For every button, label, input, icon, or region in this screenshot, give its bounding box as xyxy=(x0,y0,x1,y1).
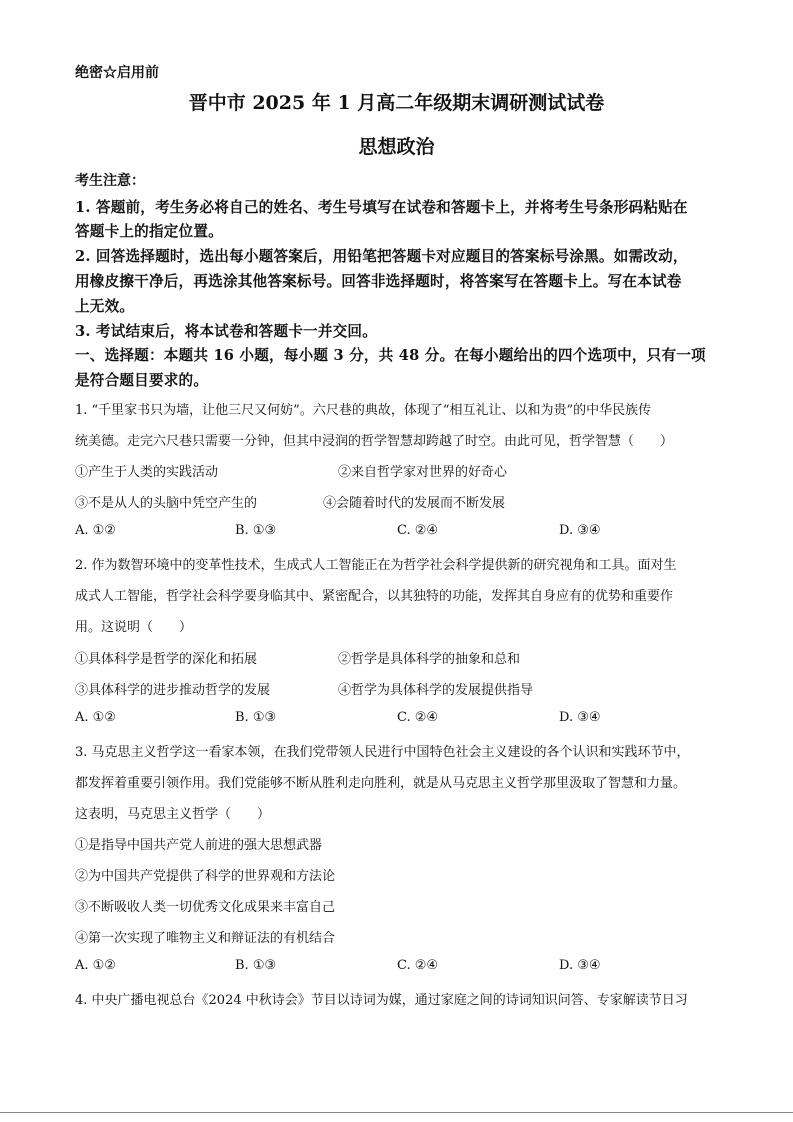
notice-line: 2. 回答选择题时，选出每小题答案后，用铅笔把答题卡对应题目的答案标号涂黑。如需改动， xyxy=(75,248,688,265)
question-4-stem: 4. 中央广播电视总台《2024 中秋诗会》节目以诗词为媒，通过家庭之间的诗词知识问答、专家解读节日习 xyxy=(75,993,688,1008)
notice-heading: 考生注意： xyxy=(75,173,145,189)
page-bottom-rule xyxy=(0,1112,793,1113)
question-1-stem: 1. “千里家书只为墙，让他三尺又何妨”。六尺巷的典故，体现了“相互礼让、以和为贵”的中华民族传 xyxy=(75,403,652,418)
question-2-choice-c: C. ②④ xyxy=(397,710,439,725)
question-3-item: ③不断吸收人类一切优秀文化成果来丰富自己 xyxy=(75,900,336,915)
notice-line: 3. 考试结束后，将本试卷和答题卡一并交回。 xyxy=(75,323,377,340)
confidential-label: 绝密☆启用前 xyxy=(75,65,159,81)
question-3-item: ②为中国共产党提供了科学的世界观和方法论 xyxy=(75,869,336,884)
notice-line: 1. 答题前，考生务必将自己的姓名、考生号填写在试卷和答题卡上，并将考生号条形码粘贴在 xyxy=(75,199,688,216)
question-1-item: ①产生于人类的实践活动 xyxy=(75,465,219,480)
question-1-item: ④会随着时代的发展而不断发展 xyxy=(323,496,506,511)
notice-line: 用橡皮擦干净后，再选涂其他答案标号。回答非选择题时，将答案写在答题卡上。写在本试卷 xyxy=(75,273,682,290)
question-2-item: ③具体科学的进步推动哲学的发展 xyxy=(75,683,271,698)
question-1-choice-c: C. ②④ xyxy=(397,523,439,538)
question-3-item: ①是指导中国共产党人前进的强大思想武器 xyxy=(75,838,323,853)
question-3-choice-a: A. ①② xyxy=(75,958,116,973)
notice-line: 答题卡上的指定位置。 xyxy=(75,223,223,240)
question-3-stem: 这表明，马克思主义哲学（ ） xyxy=(75,807,271,822)
question-2-choice-a: A. ①② xyxy=(75,710,116,725)
subject-title: 思想政治 xyxy=(358,136,435,158)
question-3-stem: 3. 马克思主义哲学这一看家本领，在我们党带领人民进行中国特色社会主义建设的各个认识和实践环节中， xyxy=(75,745,690,760)
question-1-item: ②来自哲学家对世界的好奇心 xyxy=(338,465,508,480)
question-3-choice-c: C. ②④ xyxy=(397,958,439,973)
question-2-item: ④哲学为具体科学的发展提供指导 xyxy=(338,683,534,698)
question-1-choice-a: A. ①② xyxy=(75,523,116,538)
notice-line: 上无效。 xyxy=(75,298,135,315)
question-3-choice-b: B. ①③ xyxy=(235,958,277,973)
question-2-choice-d: D. ③④ xyxy=(559,710,601,725)
question-3-item: ④第一次实现了唯物主义和辩证法的有机结合 xyxy=(75,931,336,946)
exam-title: 晋中市 2025 年 1 月高二年级期末调研测试试卷 xyxy=(188,92,605,114)
question-2-choice-b: B. ①③ xyxy=(235,710,277,725)
question-2-item: ①具体科学是哲学的深化和拓展 xyxy=(75,652,258,667)
question-1-choice-d: D. ③④ xyxy=(559,523,601,538)
question-2-stem: 2. 作为数智环境中的变革性技术，生成式人工智能正在为哲学社会科学提供新的研究视角和工具。面对生 xyxy=(75,558,677,573)
section-heading: 一、选择题：本题共 16 小题，每小题 3 分，共 48 分。在每小题给出的四个选项中，只有一项 xyxy=(75,347,706,364)
question-2-stem: 用。这说明（ ） xyxy=(75,620,193,635)
question-2-stem: 成式人工智能，哲学社会科学要身临其中、紧密配合，以其独特的功能，发挥其自身应有的优势和重要作 xyxy=(75,589,674,604)
question-3-choice-d: D. ③④ xyxy=(559,958,601,973)
section-heading: 是符合题目要求的。 xyxy=(75,372,209,389)
question-1-choice-b: B. ①③ xyxy=(235,523,277,538)
question-1-item: ③不是从人的头脑中凭空产生的 xyxy=(75,496,258,511)
question-3-stem: 都发挥着重要引领作用。我们党能够不断从胜利走向胜利，就是从马克思主义哲学那里汲取了智慧和力量。 xyxy=(75,776,687,791)
question-1-stem: 统美德。走完六尺巷只需要一分钟，但其中浸润的哲学智慧却跨越了时空。由此可见，哲学智慧（ ） xyxy=(75,434,674,449)
question-2-item: ②哲学是具体科学的抽象和总和 xyxy=(338,652,521,667)
